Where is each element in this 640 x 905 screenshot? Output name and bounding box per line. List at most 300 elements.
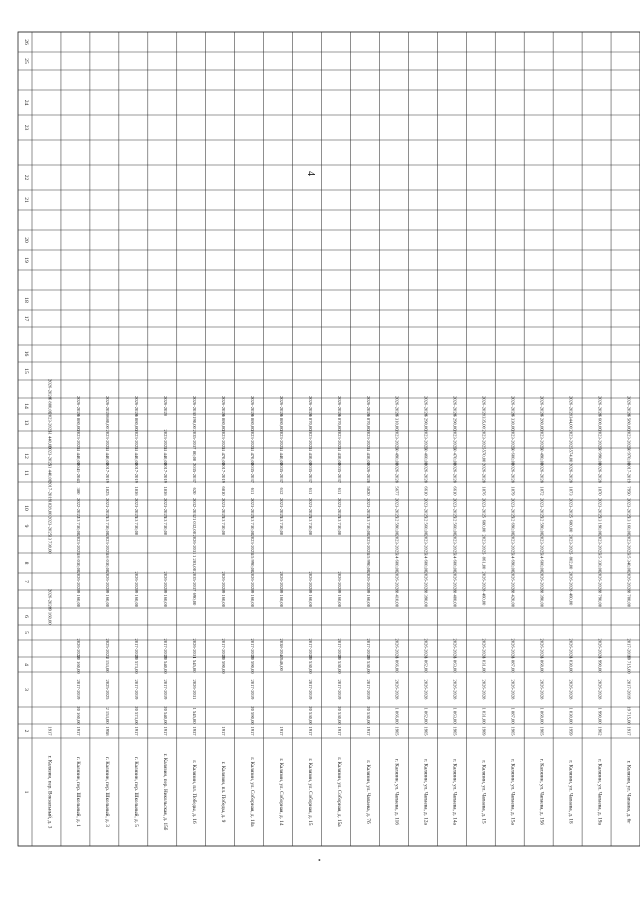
column-header-number: 4 xyxy=(23,663,29,666)
column-header-number: 10 xyxy=(23,505,29,511)
row-value: 2017-2019 xyxy=(47,481,53,501)
row-value: 11 470,00 xyxy=(220,446,226,466)
row-value: 1 032,00 xyxy=(192,517,198,535)
row-value: 2 153,00 xyxy=(105,707,111,724)
row-address: г. Калязин, ул. Соборная, д. 15а xyxy=(335,757,342,827)
column-header-number: 22 xyxy=(23,174,29,181)
row-value: 13 730,00 xyxy=(336,516,342,536)
row-value: 2017-2019 xyxy=(163,638,169,659)
row-value: 2035-2037 xyxy=(192,429,198,450)
row-value: 1 030,00 xyxy=(568,656,574,673)
row-value: 20 530,00 xyxy=(336,706,342,725)
row-address: г. Калязин, пер. Школьный, д. 3 xyxy=(104,757,111,827)
row-value: 2035-2037 xyxy=(249,463,255,483)
row-value: 2026-2028 xyxy=(394,638,400,659)
row-value: 2026-2031 xyxy=(192,638,198,659)
column-header-number: 16 xyxy=(23,350,29,357)
row-value: 6610 xyxy=(452,486,458,496)
row-value: 6610 xyxy=(423,486,429,496)
column-header-number: 23 xyxy=(23,124,29,131)
column-header-number: 9 xyxy=(23,524,29,528)
row-address: г. Калязин, пер. Школьный, д. 1 xyxy=(75,757,82,827)
row-value: 11 430,00 xyxy=(365,446,371,466)
row-address: г. Калязин, пл. Победы, д. 16 xyxy=(191,760,198,824)
row-value: 10 460,00 xyxy=(423,446,429,466)
row-value: 460,00 xyxy=(481,592,487,606)
row-value: 2026-2028 xyxy=(278,396,284,416)
row-value: 8 410,00 xyxy=(394,590,400,608)
row-value: 1 031,00 xyxy=(481,707,487,724)
row-value: 2023-2025 xyxy=(249,498,255,518)
row-value: 2023-2025 xyxy=(481,498,487,518)
row-value: 1 990,00 xyxy=(597,656,603,673)
row-value: 6 280,00 xyxy=(539,414,545,431)
row-value: 2026-2028 xyxy=(134,396,140,416)
row-value: 14 690,00 xyxy=(510,553,516,573)
row-value: 2032-2032 xyxy=(192,498,198,518)
row-value: 2035-2037 xyxy=(192,463,198,483)
page-dot: • xyxy=(318,856,321,865)
row-address: г. Калязин, ул. Соборная, д. 14 xyxy=(277,758,284,826)
row-value: 8 420,00 xyxy=(510,590,516,608)
row-value: 2026-2028 xyxy=(597,463,603,483)
row-value: 2023-2025 xyxy=(597,534,603,555)
row-value: 2026-2028 xyxy=(597,396,603,416)
row-year: 1917 xyxy=(307,726,313,736)
row-value: 2023-2025 xyxy=(76,429,82,450)
row-value: 690,00 xyxy=(192,592,198,606)
row-value: 2035-2037 xyxy=(278,463,284,483)
row-value: 16 030,00 xyxy=(76,553,82,573)
row-value: 1 862,00 xyxy=(423,656,429,673)
column-header-number: 14 xyxy=(23,403,29,409)
row-value: 2017-2019 xyxy=(626,463,632,483)
row-value: 6810 xyxy=(220,486,226,496)
row-value: 13 730,00 xyxy=(47,535,53,554)
row-value: 9 160,00 xyxy=(134,590,140,608)
row-value: 2017-2019 xyxy=(76,679,82,700)
row-value: 2026-2028 xyxy=(510,571,516,592)
row-year: 1965 xyxy=(510,726,516,736)
row-value: 344,00 xyxy=(568,416,574,429)
row-value: 15 990,00 xyxy=(365,553,371,573)
row-value: 6 870,00 xyxy=(336,414,342,431)
row-value: 2017-2019 xyxy=(220,638,226,659)
row-value: 11 440,00 xyxy=(105,446,111,466)
row-value: 2026-2028 xyxy=(76,571,82,592)
row-value: 2026-2028 xyxy=(597,571,603,592)
row-value: 2026-2028 xyxy=(336,396,342,416)
row-value: 13 730,00 xyxy=(365,516,371,536)
row-value: 20 540,00 xyxy=(163,655,169,674)
row-value: 1876 xyxy=(481,486,487,496)
column-header-number: 7 xyxy=(23,580,29,583)
row-value: 2026-2028 xyxy=(597,638,603,659)
row-value: 2026-2028 xyxy=(510,463,516,483)
row-year: 1917 xyxy=(365,726,371,736)
row-value: 680,00 xyxy=(105,416,111,429)
row-value: 2026-2028 xyxy=(307,571,313,592)
row-value: 8 790,00 xyxy=(597,590,603,608)
row-address: г. Калязин, ул. Чапаева, д. 18 xyxy=(567,760,574,824)
row-value: 2023-2025 xyxy=(307,498,313,518)
row-value: 20 530,00 xyxy=(307,655,313,674)
row-value: 8 400,00 xyxy=(452,590,458,608)
row-value: 6 870,00 xyxy=(365,414,371,431)
row-value: 2023-2025 xyxy=(423,534,429,555)
row-value: 2035-2037 xyxy=(336,463,342,483)
row-value: 2026-2028 xyxy=(539,463,545,483)
row-value: 9 160,00 xyxy=(105,590,111,608)
row-value: 2017-2019 xyxy=(134,463,140,483)
row-value: 2026-2028 xyxy=(105,571,111,592)
column-header-number: 6 xyxy=(23,615,29,618)
row-value: 2026-2028 xyxy=(365,571,371,592)
row-value: 6 290,00 xyxy=(452,414,458,431)
row-value: 2026-2028 xyxy=(539,396,545,416)
row-value: 9 160,00 xyxy=(76,590,82,608)
row-value: 861,00 xyxy=(481,556,487,570)
column-header-number: 15 xyxy=(23,368,29,374)
row-value: 2026-2028 xyxy=(336,571,342,592)
row-value: 20 530,00 xyxy=(365,655,371,674)
row-value: 2023-2025 xyxy=(47,446,53,466)
row-value: 13 730,00 xyxy=(163,516,169,536)
row-value: 1 990,00 xyxy=(597,707,603,724)
row-value: 10 470,00 xyxy=(452,446,458,466)
row-value: 20 540,00 xyxy=(163,706,169,725)
row-value: 19 715,00 xyxy=(626,655,632,674)
row-value: 2023-2025 xyxy=(134,498,140,518)
row-value: 2023-2025 xyxy=(597,429,603,450)
row-value: 612 xyxy=(278,487,284,495)
row-value: 1873 xyxy=(568,486,574,496)
column-header-number: 3 xyxy=(23,688,29,691)
row-value: 802,00 xyxy=(568,556,574,570)
row-value: 2026-2028 xyxy=(510,679,516,700)
row-value: 2026-2028 xyxy=(626,571,632,592)
row-value: 2023-2025 xyxy=(278,429,284,450)
row-value: 10 490,00 xyxy=(539,446,545,466)
row-value: 1 887,00 xyxy=(510,707,516,724)
row-value: 2026-2028 xyxy=(452,463,458,483)
row-value: 2026-2028 xyxy=(423,571,429,592)
row-value: 2017-2019 xyxy=(163,679,169,700)
row-value: 1 545,00 xyxy=(192,656,198,673)
row-value: 2026-2028 xyxy=(423,638,429,659)
row-value: 1 868,00 xyxy=(539,656,545,673)
row-value: 2023-2025 xyxy=(626,498,632,518)
row-value: 2026-2028 xyxy=(626,396,632,416)
row-value: 2025-2025 xyxy=(105,638,111,659)
row-value: 2017-2019 xyxy=(626,679,632,700)
row-value: 6 880,00 xyxy=(134,414,140,431)
row-value: 2026-2031 xyxy=(192,679,198,700)
row-value: 2023-2025 xyxy=(539,498,545,518)
row-value: 12 560,00 xyxy=(423,516,429,536)
row-year: 1917 xyxy=(134,726,140,736)
row-value: 2026-2028 xyxy=(452,396,458,416)
row-value: 2023-2025 xyxy=(47,412,53,433)
row-value: 1 866,00 xyxy=(394,707,400,724)
row-value: 14 600,00 xyxy=(539,553,545,573)
row-value: 2026-2028 xyxy=(394,571,400,592)
row-value: 2017-2019 xyxy=(307,679,313,700)
row-value: 2026-2028 xyxy=(568,638,574,659)
row-value: 2026-2028 xyxy=(365,396,371,416)
row-value: 680,00 xyxy=(568,519,574,533)
row-value: 2026-2028 xyxy=(220,396,226,416)
row-value: 2017-2019 xyxy=(163,463,169,483)
row-value: 2026-2028 xyxy=(423,463,429,483)
row-year: 1917 xyxy=(47,726,53,736)
row-value: 2017-2019 xyxy=(365,638,371,659)
row-year: 1965 xyxy=(539,726,545,736)
row-address: г. Калязин, ул. Чапаева, д. 14а xyxy=(451,759,458,825)
row-value: 2017-2019 xyxy=(626,638,632,659)
row-value: 6 880,00 xyxy=(249,414,255,431)
row-value: 11 440,00 xyxy=(134,446,140,466)
row-value: 5677 xyxy=(394,486,400,496)
row-value: 20 590,00 xyxy=(220,655,226,674)
row-value: 2023-2025 xyxy=(365,498,371,518)
row-value: 2026-2028 xyxy=(539,679,545,700)
row-value: 11 430,00 xyxy=(336,446,342,466)
row-value: 2023-2025 xyxy=(626,429,632,450)
row-value: 1 030,00 xyxy=(568,707,574,724)
row-value: 15 340,00 xyxy=(626,553,632,573)
row-address: г. Калязин, пер. Вокзальный, д. 3 xyxy=(46,755,53,829)
column-header-number: 11 xyxy=(23,470,29,476)
row-value: 2023-2025 xyxy=(105,429,111,450)
row-value: 20 573,00 xyxy=(134,706,140,725)
row-value: 6 290,00 xyxy=(423,414,429,431)
row-value: 2026-2028 xyxy=(452,571,458,592)
row-year: 1917 xyxy=(336,726,342,736)
row-value: 11 440,00 xyxy=(47,430,53,449)
page-number: 4 xyxy=(305,171,316,176)
row-value: 9 160,00 xyxy=(220,590,226,608)
row-value: 9 160,00 xyxy=(249,590,255,608)
row-value: 10 970,00 xyxy=(626,446,632,466)
row-value: 9 160,00 xyxy=(307,590,313,608)
row-value: 11 470,00 xyxy=(249,446,255,466)
column-header-number: 5 xyxy=(23,631,29,634)
row-value: 2023-2025 xyxy=(423,498,429,518)
row-address: г. Калязин, ул. Чапаева, д. 19а xyxy=(596,759,603,825)
row-value: 20 590,00 xyxy=(249,706,255,725)
row-value: 1836 xyxy=(163,486,169,496)
row-year: 1965 xyxy=(423,726,429,736)
row-value: 13 160,00 xyxy=(626,516,632,536)
row-value: 2017-2019 xyxy=(249,679,255,700)
row-value: 2023-2025 xyxy=(394,534,400,555)
table-grid xyxy=(18,32,640,846)
row-value: 20 160,00 xyxy=(76,706,82,725)
row-value: 13 730,00 xyxy=(134,516,140,536)
row-value: 2017-2019 xyxy=(134,679,140,700)
row-value: 2023-2025 xyxy=(568,429,574,450)
row-value: 20 590,00 xyxy=(249,655,255,674)
row-value: 2017-2019 xyxy=(307,638,313,659)
row-value: 9 160,00 xyxy=(47,608,53,625)
row-value: 2026-2028 xyxy=(105,396,111,416)
row-address: г. Калязин, ул. Чапаева, д. 15а xyxy=(509,759,516,825)
row-value: 11 440,00 xyxy=(76,446,82,466)
row-value: 15 990,00 xyxy=(249,553,255,573)
row-year: 1965 xyxy=(394,726,400,736)
row-value: 2023-2025 xyxy=(539,534,545,555)
row-value: 2023-2025 xyxy=(568,534,574,555)
row-value: 2026-2028 xyxy=(539,638,545,659)
column-header-number: 2 xyxy=(23,729,29,733)
row-value: 1 283,00 xyxy=(192,554,198,572)
row-value: 12 690,00 xyxy=(510,516,516,536)
row-value: 8 390,00 xyxy=(539,590,545,608)
row-value: 2026-2028 xyxy=(394,396,400,416)
row-value: 2023-2025 xyxy=(394,498,400,518)
row-year: 1962 xyxy=(597,726,603,736)
row-year: 1917 xyxy=(220,726,226,736)
row-year: 1917 xyxy=(163,726,169,736)
row-value: 10 990,00 xyxy=(597,446,603,466)
row-value: 20 530,00 xyxy=(307,706,313,725)
row-address: г. Калязин, ул. Чапаева, д. 6г xyxy=(625,760,632,824)
row-value: 620 xyxy=(192,487,198,495)
row-year: 1917 xyxy=(626,726,632,736)
row-value: 13 730,00 xyxy=(76,516,82,536)
row-value: 2017-2019 xyxy=(105,463,111,483)
column-header-number: 21 xyxy=(23,197,29,203)
row-value: 1825 xyxy=(105,486,111,496)
row-year: 1958 xyxy=(105,726,111,736)
row-address: г. Калязин, ул. Чапаева, д. 15б xyxy=(538,759,545,825)
row-value: 2026-2028 xyxy=(539,571,545,592)
row-value: 2026-2028 xyxy=(47,379,53,399)
row-value: 6 880,00 xyxy=(76,414,82,431)
column-header-number: 19 xyxy=(23,257,29,263)
row-value: 1 545,00 xyxy=(192,707,198,724)
row-value: 460,00 xyxy=(568,592,574,606)
row-value: 6 870,00 xyxy=(307,414,313,431)
row-value: 2023-2025 xyxy=(336,498,342,518)
row-value: 611 xyxy=(249,487,255,495)
column-header-number: 12 xyxy=(23,453,29,459)
row-value: 2026-2028 xyxy=(307,396,313,416)
row-value: 2023-2025 xyxy=(278,498,284,518)
row-value: 611 xyxy=(307,487,313,495)
row-value: 2026-2028 xyxy=(76,638,82,659)
row-value: 2026-2028 xyxy=(394,679,400,700)
row-value: 2023-2025 xyxy=(452,498,458,518)
row-value: 2026-2028 xyxy=(365,463,371,483)
row-value: 13 730,00 xyxy=(105,516,111,536)
row-value: 13 730,00 xyxy=(307,516,313,536)
row-address: г. Калязин, ул. Чапаева, д. 11б xyxy=(393,759,400,825)
row-value: 6 580,00 xyxy=(626,414,632,431)
row-value: 9 160,00 xyxy=(163,590,169,608)
row-address: г. Калязин, пл. Победы, д. 9 xyxy=(219,761,226,823)
row-value: 2023-2025 xyxy=(105,498,111,518)
row-value: 2023-2025 xyxy=(510,498,516,518)
row-value: 2026-2028 xyxy=(510,638,516,659)
row-value: 574,00 xyxy=(568,449,574,463)
row-value: 680,00 xyxy=(481,519,487,533)
row-value: 2026-2028 xyxy=(452,638,458,659)
row-value: 2026-2028 xyxy=(452,679,458,700)
column-header-number: 25 xyxy=(23,58,29,64)
row-value: 1 862,00 xyxy=(423,707,429,724)
row-value: 2023-2025 xyxy=(568,498,574,518)
row-value: 6 880,00 xyxy=(220,414,226,431)
column-header-number: 8 xyxy=(23,561,29,565)
row-year: 1959 xyxy=(568,726,574,736)
row-value: 1 031,00 xyxy=(481,656,487,673)
row-value: 2017-2019 xyxy=(336,638,342,659)
row-value: 2035-2037 xyxy=(307,463,313,483)
row-year: 1965 xyxy=(452,726,458,736)
row-address: г. Калязин, ул. Чапаева, д. 7б xyxy=(364,760,371,824)
row-value: 13 190,00 xyxy=(597,516,603,536)
row-value: 2026-2028 xyxy=(481,463,487,483)
row-value: 6 330,00 xyxy=(510,414,516,431)
row-value: 2017-2019 xyxy=(220,463,226,483)
row-value: 80,00 xyxy=(192,450,198,462)
row-value: 11 440,00 xyxy=(163,446,169,466)
row-value: 2023-2025 xyxy=(394,429,400,450)
row-value: 2041-2043 xyxy=(76,463,82,483)
row-value: 1870 xyxy=(597,486,603,496)
row-value: 2026-2028 xyxy=(481,571,487,592)
row-value: 190,00 xyxy=(192,416,198,429)
row-value: 2026-2028 xyxy=(510,396,516,416)
row-address: г. Калязин, пер. Никольская, д. 15б xyxy=(162,753,169,831)
row-value: 2026-2028 xyxy=(47,589,53,609)
row-value: 7950 xyxy=(626,486,632,496)
row-value: 6 880,00 xyxy=(278,414,284,431)
row-value: 2023-2025 xyxy=(510,534,516,555)
row-value: 6 880,00 xyxy=(47,397,53,415)
row-value: 2023-2025 xyxy=(481,534,487,555)
row-value: 2023-2025 xyxy=(220,498,226,518)
row-value: 2023-2025 xyxy=(105,534,111,555)
row-value: 2023-2025 xyxy=(626,534,632,555)
row-address: г. Калязин, пер. Школьный, д. 5 xyxy=(133,757,140,827)
row-value: 2026-2028 xyxy=(394,463,400,483)
row-value: 13 730,00 xyxy=(249,516,255,536)
row-value: 2017-2019 xyxy=(336,679,342,700)
row-year: 1917 xyxy=(278,726,284,736)
row-value: 12 590,00 xyxy=(539,516,545,536)
row-value: 20 573,00 xyxy=(134,655,140,674)
row-value: 2023-2025 xyxy=(249,534,255,555)
row-value: 2023-2025 xyxy=(365,429,371,450)
row-value: 2023-2025 xyxy=(249,429,255,450)
row-value: 1 887,00 xyxy=(510,656,516,673)
row-year: 1917 xyxy=(76,726,82,736)
row-value: 1828,00 xyxy=(47,500,53,516)
row-value: 2026-2028 xyxy=(163,571,169,592)
row-value: 2017-2019 xyxy=(249,638,255,659)
row-value: 611 xyxy=(336,487,342,495)
column-header-number: 13 xyxy=(23,419,29,426)
row-value: 2023-2025 xyxy=(365,534,371,555)
row-value: 2026-2028 xyxy=(481,638,487,659)
row-value: 20 530,00 xyxy=(336,655,342,674)
row-value: 2026-2028 xyxy=(481,679,487,700)
row-value: 2026-2028 xyxy=(597,679,603,700)
row-address: г. Калязин, ул. Соборная, д. 15 xyxy=(306,758,313,826)
